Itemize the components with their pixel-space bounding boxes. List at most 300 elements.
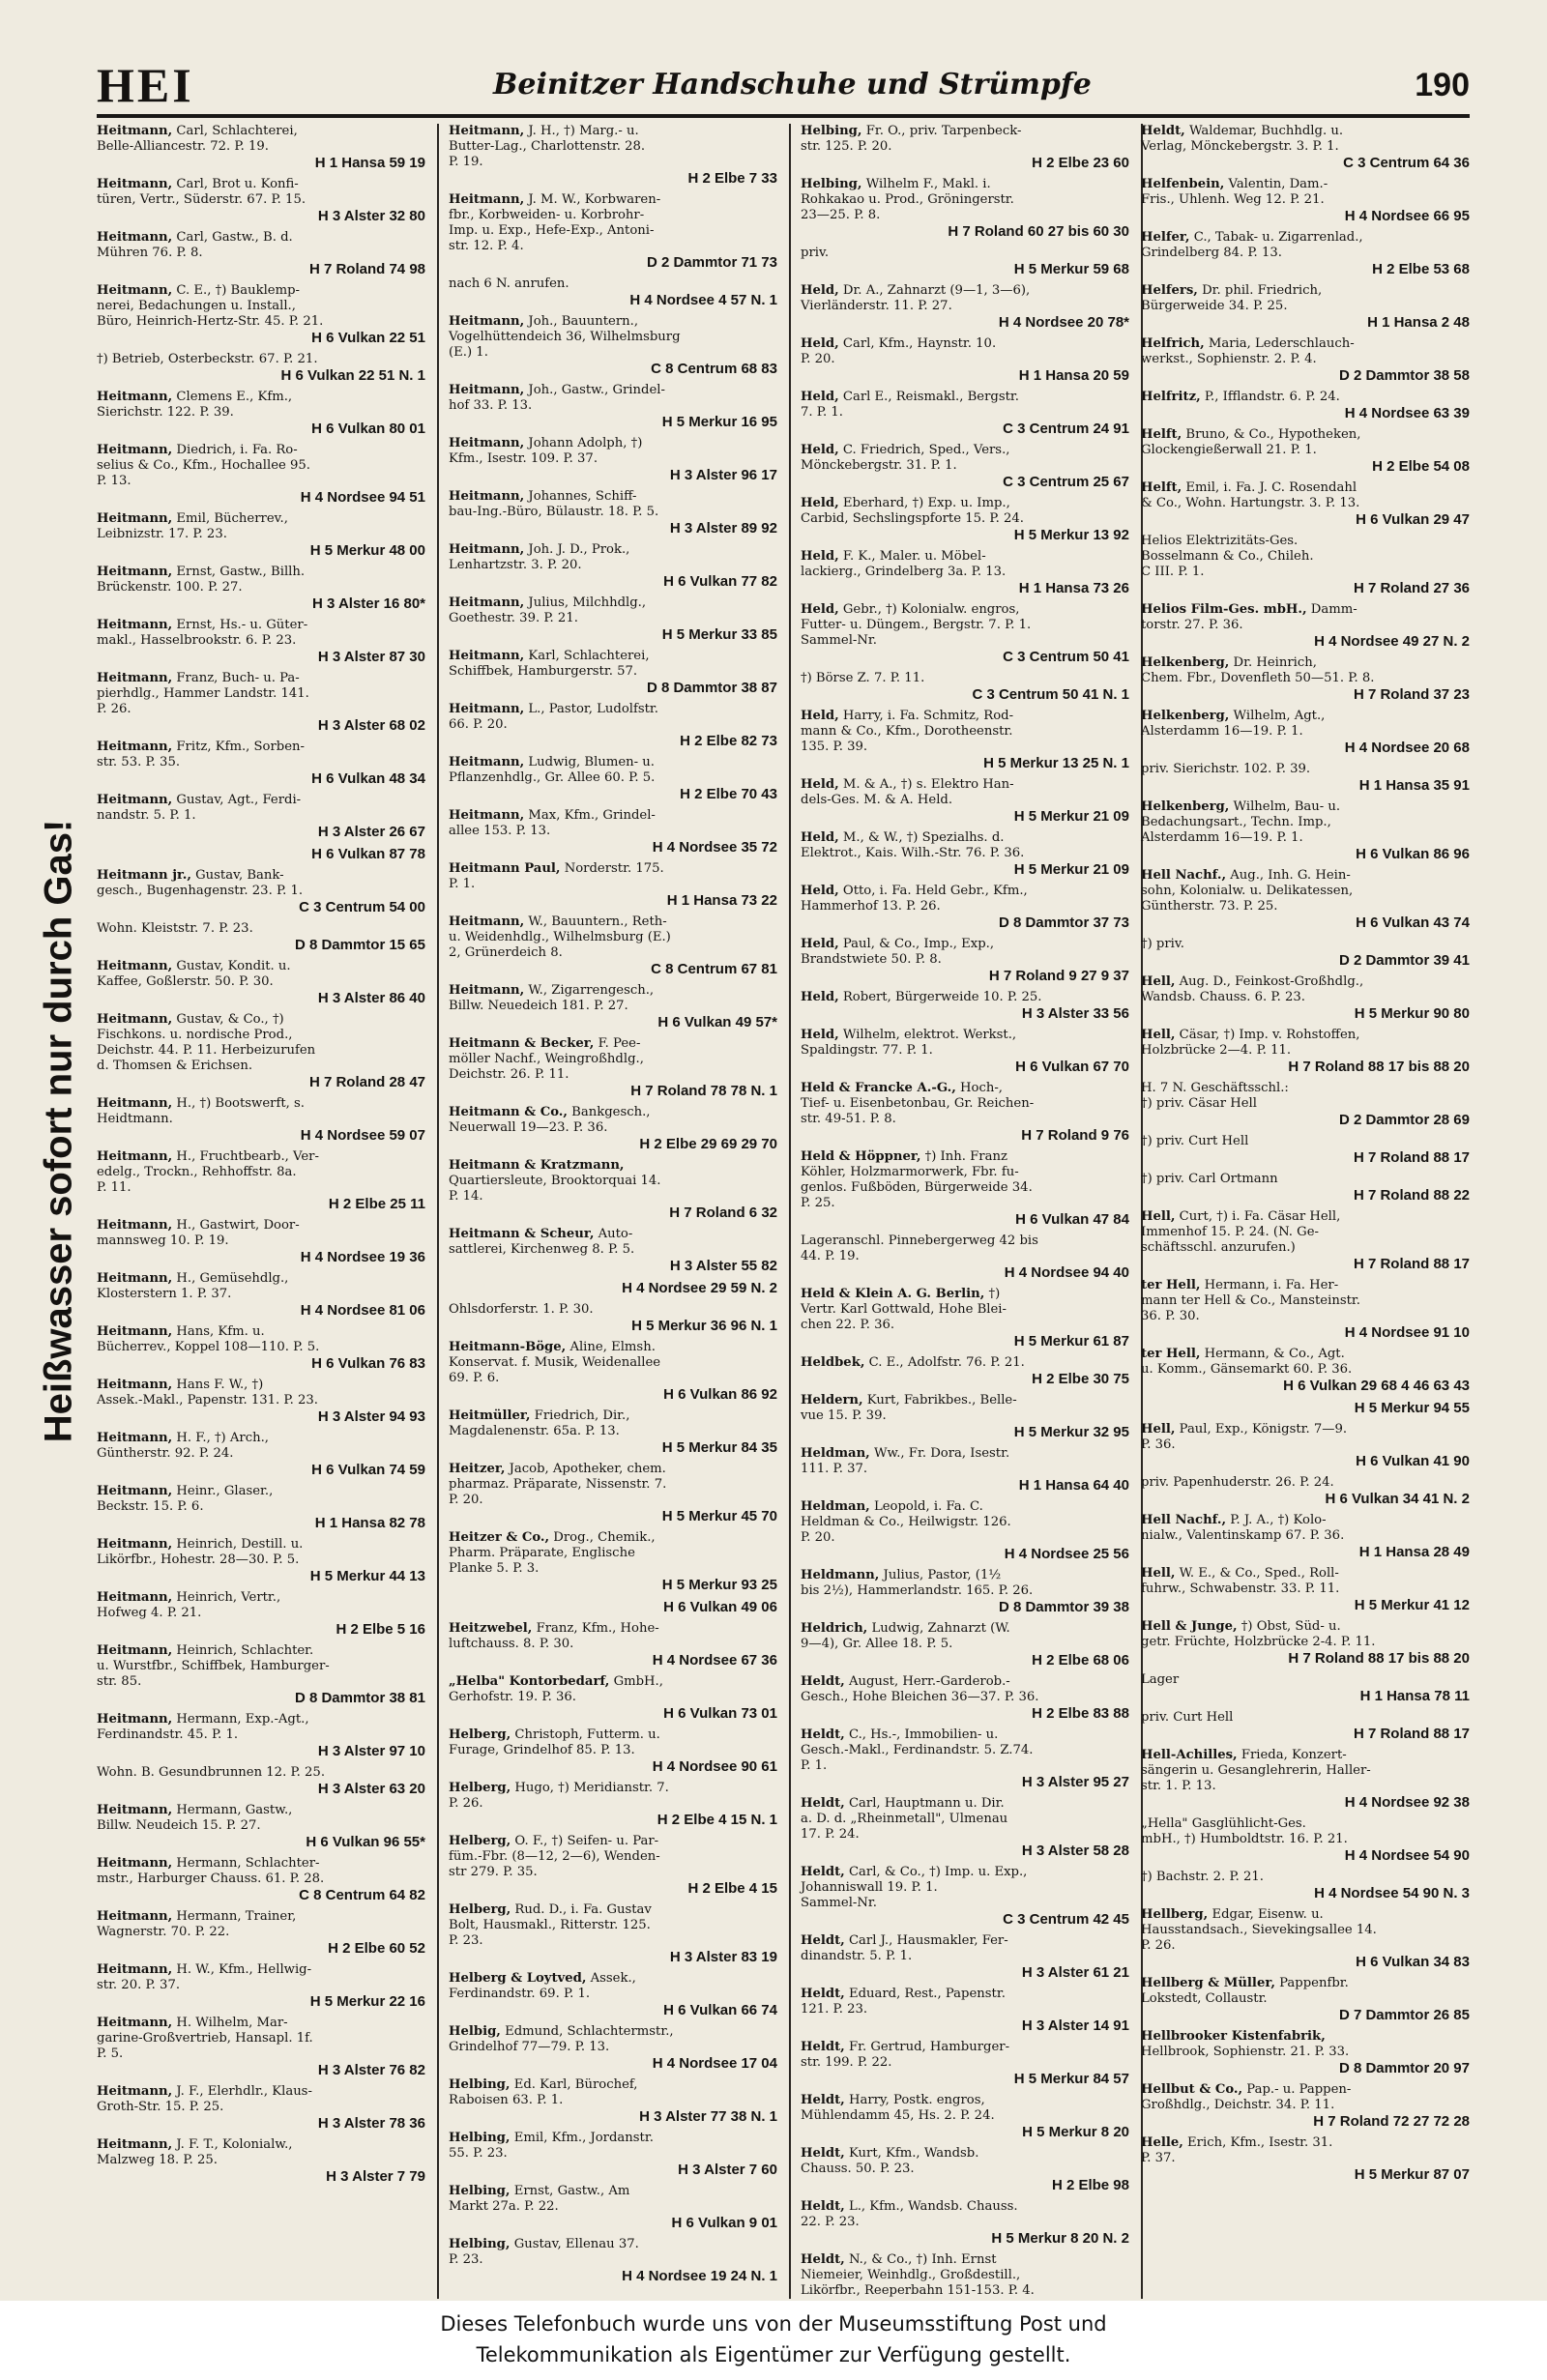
entry-text-line: Heitmann, Ludwig, Blumen- u. bbox=[449, 755, 655, 769]
directory-entry bbox=[801, 709, 1129, 771]
entry-text-line: Pharm. Präparate, Englische bbox=[449, 1546, 635, 1560]
phone-number: H 7 Roland 74 98 bbox=[308, 261, 425, 277]
phone-number: H 5 Merkur 44 13 bbox=[309, 1568, 425, 1584]
entry-text-line: Helft, Bruno, & Co., Hypotheken, bbox=[1141, 427, 1361, 442]
directory-entry bbox=[1141, 1347, 1470, 1394]
entry-text-line: Helle, Erich, Kfm., Isestr. 31. bbox=[1141, 2135, 1333, 2150]
directory-entry bbox=[1141, 390, 1470, 421]
phone-number: H 3 Alster 95 27 bbox=[1021, 1774, 1129, 1790]
directory-entry bbox=[801, 2199, 1129, 2247]
entry-text-line: Brückenstr. 100. P. 27. bbox=[97, 580, 243, 595]
phone-number: H 3 Alster 7 60 bbox=[678, 2162, 777, 2178]
directory-entry bbox=[97, 868, 425, 915]
entry-text-line: Helbig, Edmund, Schlachtermstr., bbox=[449, 2024, 674, 2039]
phone-number: H 5 Merkur 8 20 bbox=[1022, 2124, 1129, 2140]
entry-text-line: Hell, Paul, Exp., Königstr. 7—9. bbox=[1141, 1422, 1348, 1437]
entry-text-line: Chauss. 50. P. 23. bbox=[801, 2162, 915, 2176]
directory-entry bbox=[801, 830, 1129, 878]
entry-text-line: P. 11. bbox=[97, 1180, 131, 1195]
directory-entry bbox=[1141, 762, 1470, 794]
entry-text-line: priv. Curt Hell bbox=[1141, 1710, 1234, 1725]
entry-text-line: Heitmann, Gustav, Kondit. u. bbox=[97, 959, 291, 973]
phone-number: H 1 Hansa 82 78 bbox=[314, 1515, 425, 1531]
entry-text-line: †) Bachstr. 2. P. 21. bbox=[1141, 1870, 1264, 1884]
directory-entry bbox=[97, 1537, 425, 1584]
entry-text-line: dels-Ges. M. & A. Held. bbox=[801, 793, 953, 807]
directory-entry bbox=[801, 2093, 1129, 2140]
phone-number: H 4 Nordsee 19 36 bbox=[300, 1249, 425, 1265]
phone-number: H 4 Nordsee 4 57 N. 1 bbox=[629, 292, 777, 308]
phone-number: H 3 Alster 55 82 bbox=[669, 1258, 777, 1274]
directory-entry bbox=[801, 937, 1129, 984]
phone-number: H 3 Alster 32 80 bbox=[317, 208, 425, 224]
entry-text-line: Heitmann, Gustav, & Co., †) bbox=[97, 1012, 284, 1027]
phone-number: H 3 Alster 33 56 bbox=[1021, 1005, 1129, 1022]
entry-text-line: Spaldingstr. 77. P. 1. bbox=[801, 1043, 933, 1058]
directory-entry bbox=[449, 436, 777, 483]
entry-text-line: Heitmann, Hans, Kfm. u. bbox=[97, 1324, 265, 1339]
phone-number: H 7 Roland 88 17 bbox=[1353, 1726, 1470, 1742]
phone-number: H 6 Vulkan 66 74 bbox=[663, 2002, 777, 2018]
entry-text-line: Helfenbein, Valentin, Dam.- bbox=[1141, 177, 1328, 191]
entry-text-line: Markt 27a. P. 22. bbox=[449, 2199, 559, 2214]
entry-text-line: Heitmann, Heinr., Glaser., bbox=[97, 1484, 274, 1498]
entry-text-line: nandstr. 5. P. 1. bbox=[97, 808, 196, 823]
directory-entry bbox=[449, 983, 777, 1030]
entry-text-line: Hellberg, Edgar, Eisenw. u. bbox=[1141, 1907, 1324, 1922]
phone-number: H 5 Merkur 45 70 bbox=[661, 1508, 777, 1524]
entry-text-line: türen, Vertr., Süderstr. 67. P. 15. bbox=[97, 192, 306, 207]
entry-text-line: edelg., Trockn., Rehhoffstr. 8a. bbox=[97, 1165, 297, 1179]
phone-number: D 2 Dammtor 38 58 bbox=[1338, 367, 1470, 384]
phone-number: H 7 Roland 88 17 bis 88 20 bbox=[1288, 1650, 1470, 1667]
entry-text-line: H. 7 N. Geschäftsschl.: bbox=[1141, 1081, 1289, 1095]
entry-text-line: hof 33. P. 13. bbox=[449, 398, 533, 413]
directory-entry bbox=[97, 1962, 425, 2010]
phone-number: H 3 Alster 87 30 bbox=[317, 649, 425, 665]
phone-number: H 2 Elbe 29 69 29 70 bbox=[639, 1136, 777, 1152]
phone-number: H 5 Merkur 90 80 bbox=[1354, 1005, 1470, 1022]
entry-text-line: Niemeier, Weinhdlg., Großdestill., bbox=[801, 2268, 1021, 2282]
entry-text-line: Billw. Neudeich 15. P. 27. bbox=[97, 1818, 261, 1833]
entry-text-line: mannsweg 10. P. 19. bbox=[97, 1234, 229, 1248]
directory-entry bbox=[1141, 1870, 1470, 1901]
entry-text-line: P. 26. bbox=[97, 702, 131, 716]
entry-text-line: Heitmann, Heinrich, Vertr., bbox=[97, 1590, 281, 1605]
phone-number: H 4 Nordsee 54 90 N. 3 bbox=[1314, 1885, 1470, 1901]
phone-number: D 2 Dammtor 28 69 bbox=[1338, 1112, 1470, 1128]
entry-text-line: Heitmann, H. F., †) Arch., bbox=[97, 1431, 269, 1445]
phone-number: C 3 Centrum 24 91 bbox=[1003, 421, 1129, 437]
directory-entry bbox=[449, 808, 777, 856]
directory-entry bbox=[801, 283, 1129, 331]
entry-text-line: Klosterstern 1. P. 37. bbox=[97, 1287, 232, 1301]
entry-text-line: & Co., Wohn. Hartungstr. 3. P. 13. bbox=[1141, 496, 1360, 510]
entry-text-line: nialw., Valentinskamp 67. P. 36. bbox=[1141, 1528, 1345, 1543]
entry-text-line: garine-Großvertrieb, Hansapl. 1f. bbox=[97, 2031, 313, 2046]
entry-text-line: Heitmann, Julius, Milchhdlg., bbox=[449, 595, 647, 610]
phone-number: H 3 Alster 86 40 bbox=[317, 990, 425, 1006]
entry-text-line: 2, Grünerdeich 8. bbox=[449, 945, 563, 960]
phone-number: H 5 Merkur 87 07 bbox=[1354, 2166, 1470, 2183]
directory-entry bbox=[97, 1149, 425, 1212]
phone-number: H 4 Nordsee 59 07 bbox=[300, 1127, 425, 1144]
entry-text-line: 17. P. 24. bbox=[801, 1827, 860, 1842]
phone-number: H 3 Alster 89 92 bbox=[669, 520, 777, 537]
entry-text-line: Brandstwiete 50. P. 8. bbox=[801, 952, 942, 967]
directory-entry bbox=[801, 1081, 1129, 1144]
entry-text-line: Heitmann, H., Gastwirt, Door- bbox=[97, 1218, 300, 1233]
entry-text-line: Helberg & Loytved, Assek., bbox=[449, 1971, 636, 1986]
entry-text-line: Konservat. f. Musik, Weidenallee bbox=[449, 1355, 661, 1370]
entry-text-line: luftchauss. 8. P. 30. bbox=[449, 1637, 574, 1651]
entry-text-line: Heitmüller, Friedrich, Dir., bbox=[449, 1408, 630, 1423]
phone-number: H 6 Vulkan 49 06 bbox=[663, 1599, 777, 1615]
entry-text-line: Heitmann, J. F. T., Kolonialw., bbox=[97, 2137, 293, 2152]
phone-number: H 6 Vulkan 86 92 bbox=[663, 1386, 777, 1403]
entry-text-line: 23—25. P. 8. bbox=[801, 208, 881, 222]
directory-entry bbox=[449, 314, 777, 377]
phone-number: H 3 Alster 97 10 bbox=[317, 1743, 425, 1759]
entry-text-line: Heitmann, Max, Kfm., Grindel- bbox=[449, 808, 656, 823]
entry-text-line: Heldt, Carl J., Hausmakler, Fer- bbox=[801, 1933, 1008, 1948]
entry-text-line: gesch., Bugenhagenstr. 23. P. 1. bbox=[97, 884, 304, 898]
directory-entry bbox=[97, 740, 425, 787]
directory-entry bbox=[801, 1933, 1129, 1981]
directory-entry bbox=[449, 1227, 777, 1274]
phone-number: H 2 Elbe 7 33 bbox=[687, 170, 777, 187]
directory-entry bbox=[801, 390, 1129, 437]
entry-text-line: ter Hell, Hermann, i. Fa. Her- bbox=[1141, 1278, 1339, 1292]
phone-number: H 2 Elbe 53 68 bbox=[1372, 261, 1470, 277]
phone-number: H 3 Alster 26 67 bbox=[317, 824, 425, 840]
directory-entry bbox=[449, 1340, 777, 1403]
entry-text-line: chen 22. P. 36. bbox=[801, 1318, 895, 1332]
entry-text-line: Heitmann, Hermann, Gastw., bbox=[97, 1803, 293, 1817]
phone-number: H 1 Hansa 20 59 bbox=[1018, 367, 1129, 384]
phone-number: D 8 Dammtor 38 87 bbox=[646, 680, 777, 696]
entry-text-line: †) priv. Carl Ortmann bbox=[1141, 1172, 1278, 1186]
phone-number: H 6 Vulkan 34 41 N. 2 bbox=[1325, 1491, 1470, 1507]
phone-number: H 4 Nordsee 25 56 bbox=[1004, 1546, 1129, 1562]
directory-entry bbox=[801, 884, 1129, 931]
entry-text-line: 36. P. 30. bbox=[1141, 1309, 1200, 1323]
directory-entry bbox=[449, 1158, 777, 1221]
directory-entry bbox=[449, 1971, 777, 2018]
entry-text-line: Heitmann, W., Zigarrengesch., bbox=[449, 983, 655, 998]
entry-text-line: P. 23. bbox=[449, 1933, 483, 1948]
phone-number: H 2 Elbe 25 11 bbox=[328, 1196, 425, 1212]
phone-number: H 2 Elbe 30 75 bbox=[1032, 1371, 1129, 1387]
entry-text-line: Heitmann & Scheur, Auto- bbox=[449, 1227, 633, 1241]
entry-text-line: Helkenberg, Wilhelm, Bau- u. bbox=[1141, 799, 1341, 814]
entry-text-line: Heldt, Eduard, Rest., Papenstr. bbox=[801, 1987, 1006, 2001]
phone-number: H 7 Roland 9 27 9 37 bbox=[988, 968, 1129, 984]
directory-entry bbox=[97, 1378, 425, 1425]
phone-number: H 5 Merkur 61 87 bbox=[1013, 1333, 1129, 1350]
phone-number: H 5 Merkur 84 57 bbox=[1013, 2071, 1129, 2087]
entry-text-line: Groth-Str. 15. P. 25. bbox=[97, 2100, 224, 2114]
entry-text-line: Vertr. Karl Gottwald, Hohe Blei- bbox=[801, 1302, 1007, 1317]
entry-text-line: Helkenberg, Wilhelm, Agt., bbox=[1141, 709, 1326, 723]
entry-text-line: Hell Nachf., Aug., Inh. G. Hein- bbox=[1141, 868, 1351, 883]
entry-text-line: Heitmann, Joh., Bauuntern., bbox=[449, 314, 639, 329]
directory-entry bbox=[1141, 868, 1470, 931]
directory-entry bbox=[801, 1287, 1129, 1350]
directory-entry bbox=[97, 1643, 425, 1706]
entry-text-line: füm.-Fbr. (8—12, 2—6), Wenden- bbox=[449, 1849, 660, 1864]
entry-text-line: Heitmann & Becker, F. Pee- bbox=[449, 1036, 641, 1051]
entry-text-line: Likörfbr., Reeperbahn 151-153. P. 4. bbox=[801, 2283, 1035, 2298]
phone-number: C 3 Centrum 64 36 bbox=[1343, 155, 1470, 171]
entry-text-line: vue 15. P. 39. bbox=[801, 1408, 887, 1423]
entry-text-line: Hofweg 4. P. 21. bbox=[97, 1606, 202, 1620]
directory-entry bbox=[449, 1621, 777, 1669]
entry-text-line: sohn, Kolonialw. u. Delikatessen, bbox=[1141, 884, 1354, 898]
directory-entry bbox=[1141, 602, 1470, 650]
entry-text-line: 7. P. 1. bbox=[801, 405, 843, 420]
entry-text-line: Held, F. K., Maler. u. Möbel- bbox=[801, 549, 986, 564]
phone-number: H 7 Roland 9 76 bbox=[1021, 1127, 1129, 1144]
phone-number: H 4 Nordsee 66 95 bbox=[1344, 208, 1470, 224]
directory-entry bbox=[1141, 230, 1470, 277]
phone-number: H 6 Vulkan 9 01 bbox=[671, 2215, 777, 2231]
entry-text-line: u. Wurstfbr., Schiffbek, Hamburger- bbox=[97, 1659, 330, 1673]
entry-text-line: Lageranschl. Pinnebergerweg 42 bis bbox=[801, 1234, 1038, 1248]
directory-entry bbox=[1141, 1134, 1470, 1166]
entry-text-line: Verlag, Mönckebergstr. 3. P. 1. bbox=[1141, 139, 1339, 154]
entry-text-line: Fischkons. u. nordische Prod., bbox=[97, 1028, 293, 1042]
directory-entry bbox=[449, 124, 777, 187]
entry-text-line: Heldmann, Julius, Pastor, (1½ bbox=[801, 1568, 1002, 1582]
directory-entry bbox=[97, 124, 425, 171]
phone-number: H 2 Elbe 23 60 bbox=[1032, 155, 1129, 171]
entry-text-line: P. 1. bbox=[801, 1758, 828, 1773]
entry-text-line: P. 1. bbox=[449, 877, 476, 891]
phone-number: H 4 Nordsee 94 40 bbox=[1004, 1264, 1129, 1281]
phone-number: H 5 Merkur 36 96 N. 1 bbox=[631, 1318, 777, 1334]
page-number: 190 bbox=[1415, 67, 1470, 103]
entry-text-line: schäftsschl. anzurufen.) bbox=[1141, 1240, 1296, 1255]
entry-text-line: Lokstedt, Collaustr. bbox=[1141, 1991, 1268, 2006]
directory-entry bbox=[1141, 283, 1470, 331]
directory-entry bbox=[801, 1987, 1129, 2034]
entry-text-line: priv. Papenhuderstr. 26. P. 24. bbox=[1141, 1475, 1334, 1490]
entry-text-line: nach 6 N. anrufen. bbox=[449, 276, 569, 291]
entry-text-line: Helbing, Fr. O., priv. Tarpenbeck- bbox=[801, 124, 1022, 138]
entry-text-line: mbH., †) Humboldtstr. 16. P. 21. bbox=[1141, 1832, 1348, 1846]
entry-text-line: Sammel-Nr. bbox=[801, 633, 877, 648]
entry-text-line: 111. P. 37. bbox=[801, 1462, 868, 1476]
phone-number: H 4 Nordsee 20 68 bbox=[1344, 740, 1470, 756]
entry-text-line: dinandstr. 5. P. 1. bbox=[801, 1949, 913, 1963]
entry-text-line: Deichstr. 26. P. 11. bbox=[449, 1067, 569, 1082]
directory-entry bbox=[449, 1302, 777, 1334]
entry-text-line: Ohlsdorferstr. 1. P. 30. bbox=[449, 1302, 594, 1317]
directory-entry bbox=[1141, 1081, 1470, 1128]
entry-text-line: Helberg, Rud. D., i. Fa. Gustav bbox=[449, 1902, 652, 1917]
phone-number: H 6 Vulkan 80 01 bbox=[311, 421, 425, 437]
entry-text-line: d. Thomsen & Erichsen. bbox=[97, 1059, 253, 1073]
entry-text-line: Hell & Junge, †) Obst, Süd- u. bbox=[1141, 1619, 1341, 1634]
entry-text-line: Held, Harry, i. Fa. Schmitz, Rod- bbox=[801, 709, 1014, 723]
phone-number: H 6 Vulkan 77 82 bbox=[663, 573, 777, 590]
directory-entry bbox=[449, 1727, 777, 1775]
entry-text-line: Heitmann, Ernst, Gastw., Billh. bbox=[97, 565, 306, 579]
directory-entry bbox=[449, 1462, 777, 1524]
entry-text-line: Heldern, Kurt, Fabrikbes., Belle- bbox=[801, 1393, 1017, 1408]
entry-text-line: P. 14. bbox=[449, 1189, 483, 1204]
phone-number: D 8 Dammtor 38 81 bbox=[294, 1690, 425, 1706]
phone-number: H 3 Alster 14 91 bbox=[1021, 2017, 1129, 2034]
entry-text-line: str. 12. P. 4. bbox=[449, 239, 524, 253]
phone-number: C 3 Centrum 50 41 N. 1 bbox=[972, 686, 1129, 703]
phone-number: H 7 Roland 37 23 bbox=[1353, 686, 1470, 703]
entry-text-line: str 279. P. 35. bbox=[449, 1865, 538, 1879]
phone-number: H 5 Merkur 21 09 bbox=[1013, 861, 1129, 878]
entry-text-line: 44. P. 19. bbox=[801, 1249, 860, 1263]
directory-entry bbox=[449, 1834, 777, 1897]
entry-text-line: Heitmann, Hermann, Trainer, bbox=[97, 1909, 297, 1924]
entry-text-line: P. 26. bbox=[1141, 1938, 1176, 1953]
entry-text-line: Helfers, Dr. phil. Friedrich, bbox=[1141, 283, 1323, 298]
entry-text-line: Vogelhüttendeich 36, Wilhelmsburg bbox=[449, 330, 681, 344]
phone-number: H 5 Merkur 22 16 bbox=[309, 1993, 425, 2010]
entry-text-line: Heitmann, C. E., †) Bauklemp- bbox=[97, 283, 301, 298]
entry-text-line: Carbid, Sechslingspforte 15. P. 24. bbox=[801, 511, 1024, 526]
phone-number: H 3 Alster 83 19 bbox=[669, 1949, 777, 1965]
entry-text-line: Heitmann & Kratzmann, bbox=[449, 1158, 625, 1173]
entry-text-line: Heitzer & Co., Drog., Chemik., bbox=[449, 1530, 656, 1545]
entry-text-line: Helbing, Emil, Kfm., Jordanstr. bbox=[449, 2131, 654, 2145]
phone-number: H 1 Hansa 35 91 bbox=[1358, 777, 1470, 794]
directory-entry bbox=[1141, 1172, 1470, 1204]
entry-text-line: Gerhofstr. 19. P. 36. bbox=[449, 1690, 576, 1704]
directory-entry bbox=[449, 1781, 777, 1828]
entry-text-line: Gesch.-Makl., Ferdinandstr. 5. Z.74. bbox=[801, 1743, 1034, 1757]
entry-text-line: Helbing, Ernst, Gastw., Am bbox=[449, 2184, 630, 2198]
entry-text-line: Holzbrücke 2—4. P. 11. bbox=[1141, 1043, 1292, 1058]
entry-text-line: Güntherstr. 92. P. 24. bbox=[97, 1446, 234, 1461]
directory-entry bbox=[97, 1590, 425, 1638]
directory-entry bbox=[801, 1149, 1129, 1228]
phone-number: H 2 Elbe 70 43 bbox=[680, 786, 777, 802]
directory-entry bbox=[1141, 427, 1470, 475]
directory-entry bbox=[449, 1280, 777, 1296]
directory-entry bbox=[449, 702, 777, 749]
directory-entry bbox=[1141, 177, 1470, 224]
entry-text-line: P. 20. bbox=[801, 352, 835, 366]
entry-text-line: †) priv. Cäsar Hell bbox=[1141, 1096, 1257, 1111]
entry-text-line: Heidtmann. bbox=[97, 1112, 173, 1126]
entry-text-line: Glockengießerwall 21. P. 1. bbox=[1141, 443, 1317, 457]
directory-entry bbox=[801, 496, 1129, 543]
entry-text-line: Heitmann, H., †) Bootswerft, s. bbox=[97, 1096, 305, 1111]
entry-text-line: Hell Nachf., P. J. A., †) Kolo- bbox=[1141, 1513, 1327, 1527]
phone-number: H 5 Merkur 59 68 bbox=[1013, 261, 1129, 277]
entry-text-line: „Hella" Gasglühlicht-Ges. bbox=[1141, 1816, 1306, 1831]
directory-entry bbox=[97, 1324, 425, 1372]
entry-text-line: Heitmann, Karl, Schlachterei, bbox=[449, 649, 650, 663]
phone-number: H 7 Roland 60 27 bis 60 30 bbox=[948, 223, 1129, 240]
directory-entry bbox=[449, 649, 777, 696]
phone-number: H 7 Roland 72 27 72 28 bbox=[1313, 2113, 1470, 2130]
phone-number: H 2 Elbe 98 bbox=[1051, 2177, 1129, 2193]
entry-text-line: Chem. Fbr., Dovenfleth 50—51. P. 8. bbox=[1141, 671, 1375, 685]
directory-entry bbox=[801, 671, 1129, 703]
entry-text-line: str. 49-51. P. 8. bbox=[801, 1112, 896, 1126]
phone-number: H 7 Roland 6 32 bbox=[669, 1205, 777, 1221]
entry-text-line: Heitzwebel, Franz, Kfm., Hohe- bbox=[449, 1621, 659, 1636]
section-heading: HEI bbox=[97, 58, 194, 112]
directory-entry bbox=[1141, 709, 1470, 756]
directory-entry bbox=[1141, 1976, 1470, 2023]
directory-entry bbox=[1141, 1422, 1470, 1469]
entry-text-line: Neuerwall 19—23. P. 36. bbox=[449, 1120, 608, 1135]
entry-text-line: Heldt, Waldemar, Buchhdlg. u. bbox=[1141, 124, 1344, 138]
directory-entry bbox=[97, 618, 425, 665]
entry-text-line: Held, C. Friedrich, Sped., Vers., bbox=[801, 443, 1010, 457]
column-1 bbox=[97, 124, 425, 2299]
entry-text-line: fbr., Korbweiden- u. Korbrohr- bbox=[449, 208, 645, 222]
entry-text-line: Held, Eberhard, †) Exp. u. Imp., bbox=[801, 496, 1010, 510]
entry-text-line: P. 20. bbox=[449, 1493, 483, 1507]
directory-entry bbox=[1141, 2029, 1470, 2076]
directory-entry bbox=[801, 990, 1129, 1022]
entry-text-line: 22. P. 23. bbox=[801, 2215, 860, 2229]
directory-entry bbox=[801, 336, 1129, 384]
entry-text-line: Großhdlg., Deichstr. 34. P. 11. bbox=[1141, 2098, 1335, 2112]
entry-text-line: Heitmann, Carl, Gastw., B. d. bbox=[97, 230, 293, 245]
directory-entry bbox=[97, 959, 425, 1006]
directory-entry bbox=[97, 671, 425, 734]
entry-text-line: Mönckebergstr. 31. P. 1. bbox=[801, 458, 957, 473]
entry-text-line: Heitmann, Carl, Schlachterei, bbox=[97, 124, 298, 138]
phone-number: H 6 Vulkan 29 47 bbox=[1356, 511, 1470, 528]
entry-text-line: Heldrich, Ludwig, Zahnarzt (W. bbox=[801, 1621, 1010, 1636]
directory-entry bbox=[449, 489, 777, 537]
entry-text-line: Helberg, Hugo, †) Meridianstr. 7. bbox=[449, 1781, 669, 1795]
phone-number: C 3 Centrum 25 67 bbox=[1003, 474, 1129, 490]
directory-entry bbox=[801, 2146, 1129, 2193]
entry-text-line: Ferdinandstr. 69. P. 1. bbox=[449, 1987, 591, 2001]
entry-text-line: Hell, Cäsar, †) Imp. v. Rohstoffen, bbox=[1141, 1028, 1360, 1042]
directory-entry bbox=[801, 443, 1129, 490]
directory-entry bbox=[801, 602, 1129, 665]
directory-entry bbox=[97, 2084, 425, 2132]
entry-text-line: Held, Dr. A., Zahnarzt (9—1, 3—6), bbox=[801, 283, 1031, 298]
entry-text-line: Heitmann, H., Gemüsehdlg., bbox=[97, 1271, 289, 1286]
phone-number: H 6 Vulkan 74 59 bbox=[311, 1462, 425, 1478]
directory-entry bbox=[1141, 1400, 1470, 1416]
entry-text-line: Hausstandsach., Sievekingsallee 14. bbox=[1141, 1923, 1377, 1937]
entry-text-line: Heldt, Carl, Hauptmann u. Dir. bbox=[801, 1796, 1005, 1811]
directory-entry bbox=[449, 595, 777, 643]
entry-text-line: Ferdinandstr. 45. P. 1. bbox=[97, 1727, 239, 1742]
phone-number: H 3 Alster 68 02 bbox=[317, 717, 425, 734]
directory-entry bbox=[1141, 1816, 1470, 1864]
entry-text-line: †) Betrieb, Osterbeckstr. 67. P. 21. bbox=[97, 352, 318, 366]
entry-text-line: Held, Gebr., †) Kolonialw. engros, bbox=[801, 602, 1020, 617]
footer-line-2: Telekommunikation als Eigentümer zur Verfügung gestellt. bbox=[476, 2343, 1071, 2366]
entry-text-line: Heitmann, Fritz, Kfm., Sorben- bbox=[97, 740, 306, 754]
phone-number: H 7 Roland 27 36 bbox=[1353, 580, 1470, 596]
phone-number: H 3 Alster 76 82 bbox=[317, 2062, 425, 2078]
directory-entry bbox=[97, 511, 425, 559]
directory-entry bbox=[801, 549, 1129, 596]
phone-number: H 4 Nordsee 92 38 bbox=[1344, 1794, 1470, 1811]
entry-text-line: fuhrw., Schwabenstr. 33. P. 11. bbox=[1141, 1582, 1340, 1596]
